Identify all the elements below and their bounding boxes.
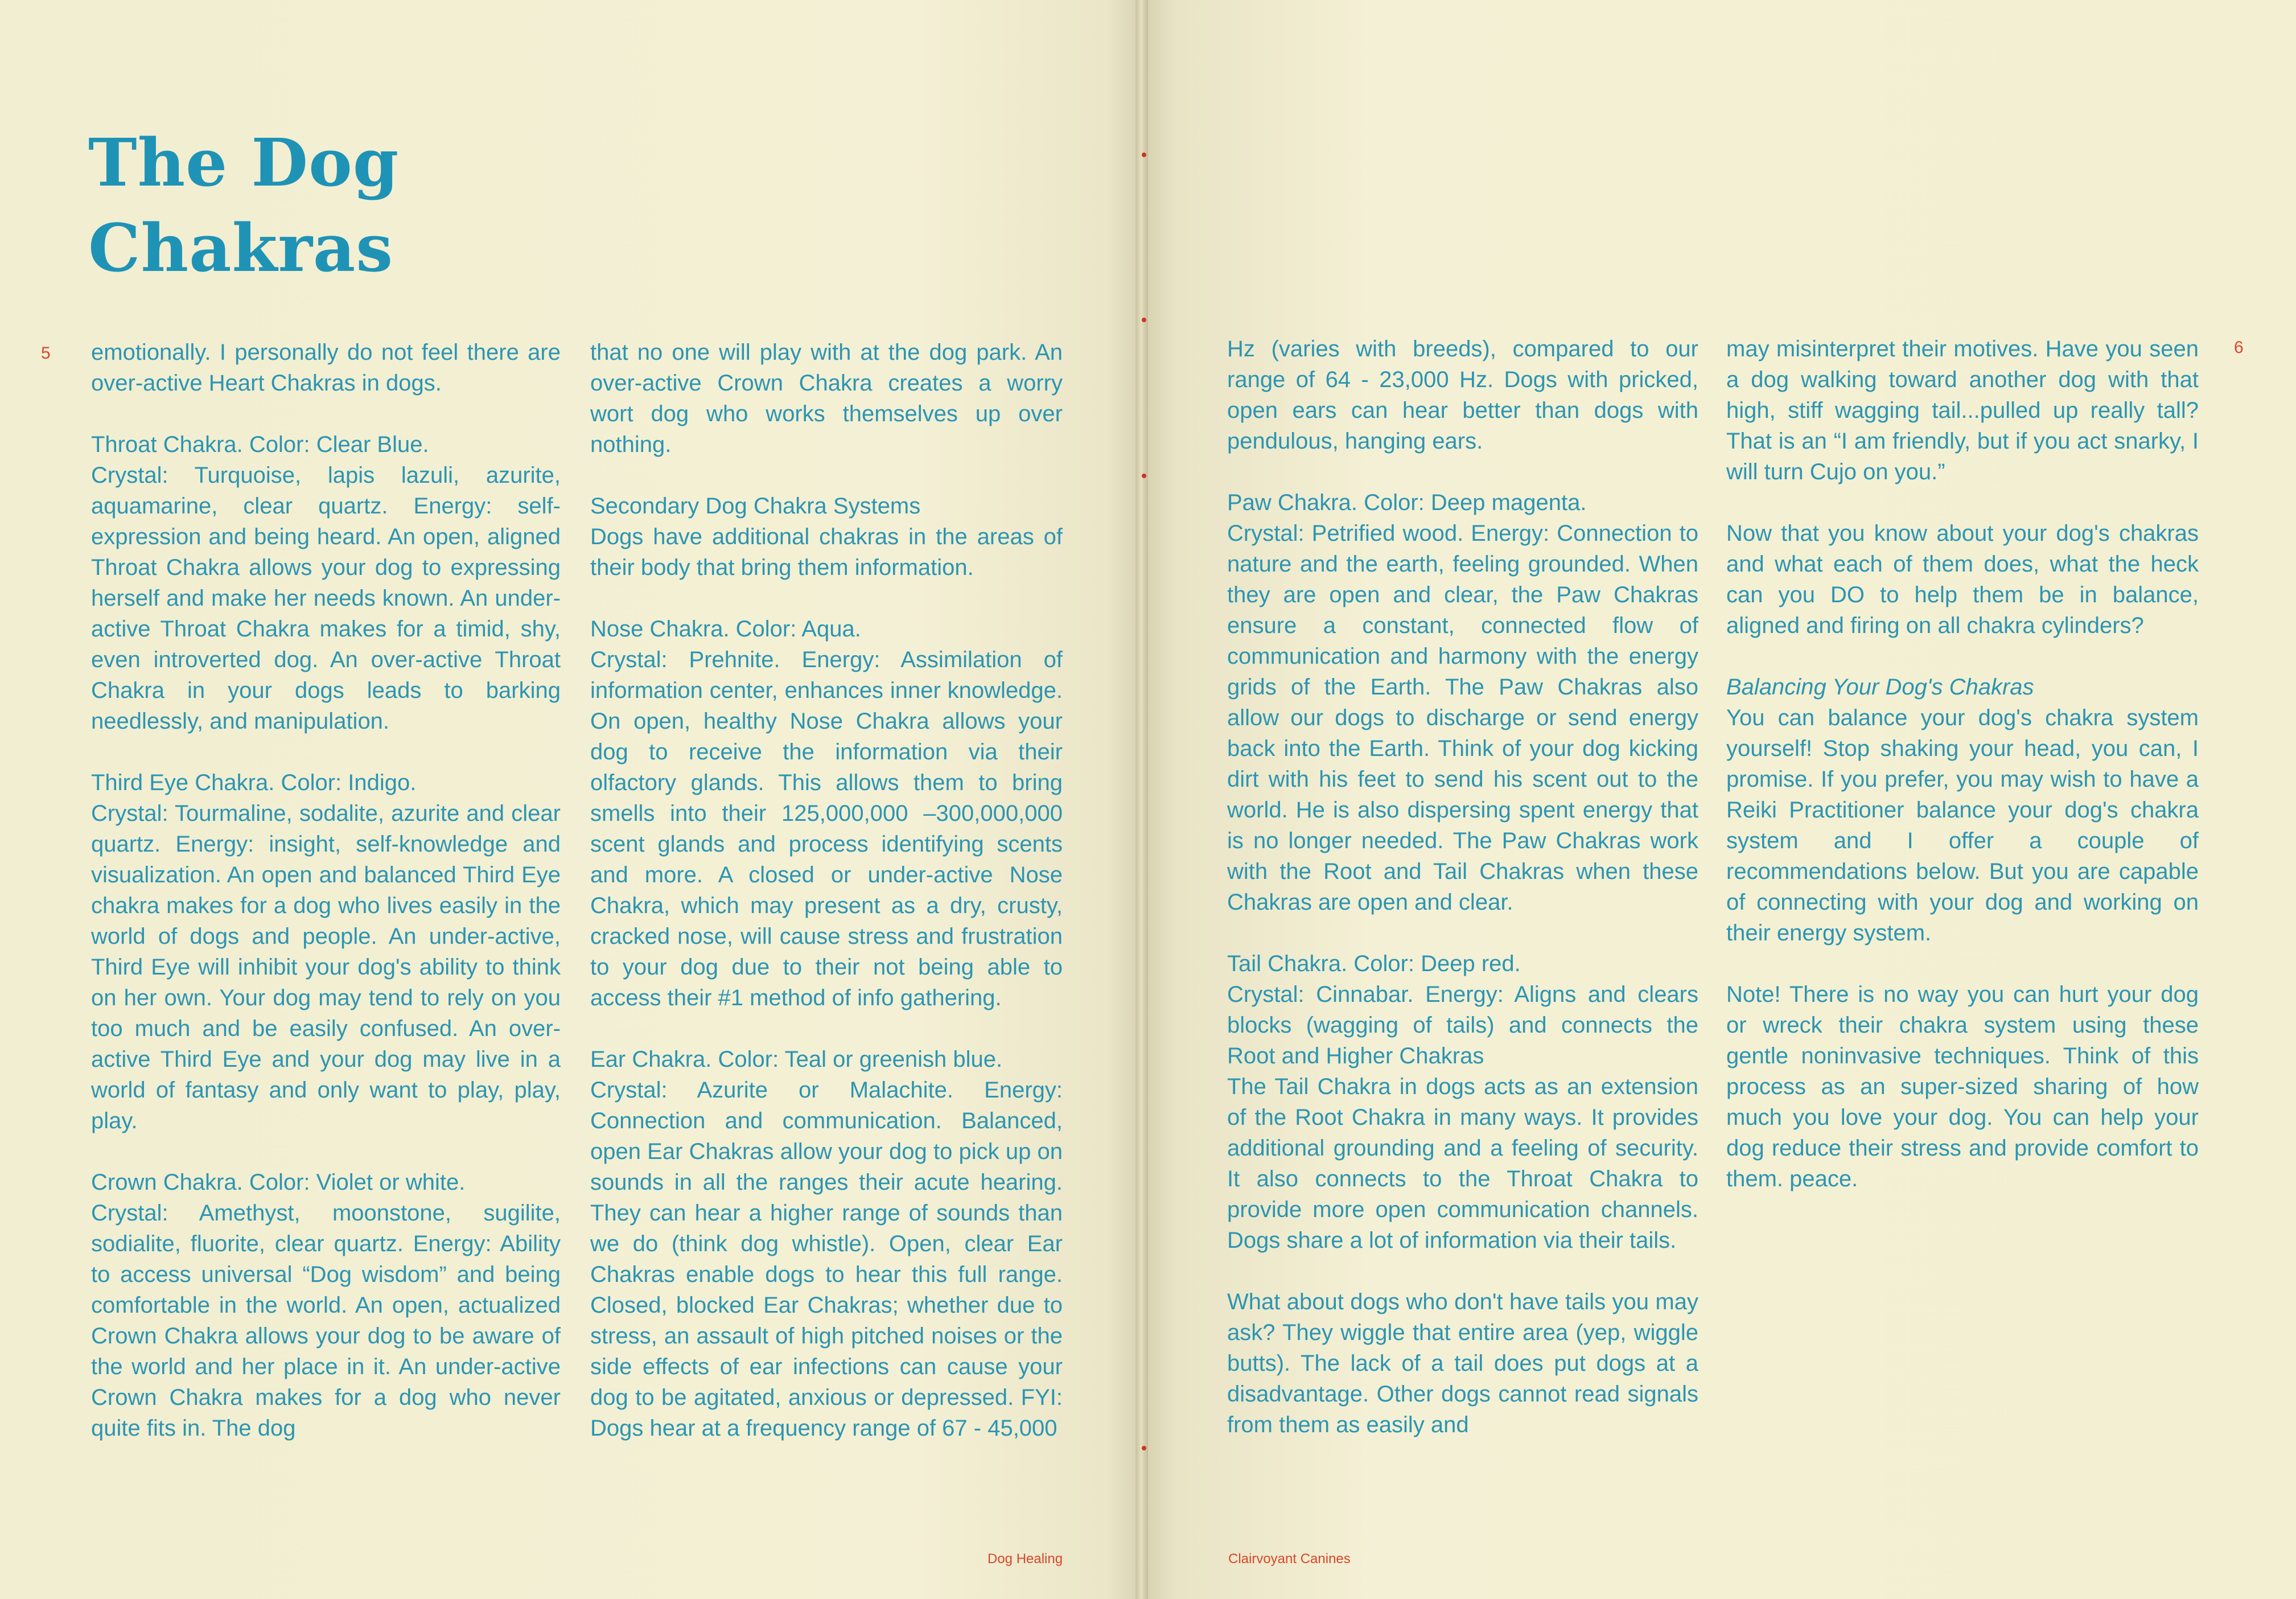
ear-chakra-section — [590, 1044, 1063, 1444]
section-heading: Crown Chakra. Color: Violet or white. — [91, 1170, 466, 1195]
footer-left: Dog Healing — [987, 1551, 1063, 1567]
gutter-mark — [1142, 474, 1146, 478]
third-eye-chakra-section — [91, 767, 561, 1136]
tail-chakra-section — [1227, 948, 1698, 1256]
column-4 — [1726, 334, 2199, 1194]
section-body: Crystal: Turquoise, lapis lazuli, azurite, aquamarine, clear quartz. Energy: self-expression and being heard. An open, aligned Throat Chakra allows your dog to expressing herself and make her needs known. An under-active Throat Chakra makes for a timid, shy, even introverted dog. An over-active Throat Chakra in your dogs leads to barking needlessly, and manipulation. — [91, 463, 561, 734]
title-line-2: Chakras — [88, 210, 394, 287]
section-heading: Balancing Your Dog's Chakras — [1726, 675, 2034, 700]
gutter-mark — [1142, 153, 1146, 157]
page-number-right: 6 — [2234, 338, 2244, 357]
column-1 — [91, 337, 561, 1444]
book-gutter — [1135, 0, 1148, 1599]
section-heading: Throat Chakra. Color: Clear Blue. — [91, 432, 429, 457]
column-3 — [1227, 334, 1698, 1440]
secondary-chakras-section — [590, 491, 1063, 583]
footer-right: Clairvoyant Canines — [1228, 1551, 1351, 1567]
paragraph: Hz (varies with breeds), compared to our range of 64 - 23,000 Hz. Dogs with pricked, open ears can hear better than dogs with pendulous, hanging ears. — [1227, 336, 1698, 454]
section-heading: Third Eye Chakra. Color: Indigo. — [91, 770, 417, 795]
paragraph: What about dogs who don't have tails you may ask? They wiggle that entire area (yep, wiggle butts). The lack of a tail does put dogs at a disadvantage. Other dogs cannot read signals from them as easily and — [1227, 1289, 1698, 1437]
gutter-mark — [1142, 1446, 1146, 1450]
section-heading: Ear Chakra. Color: Teal or greenish blue. — [590, 1047, 1003, 1072]
nose-chakra-section — [590, 614, 1063, 1013]
section-body: The Tail Chakra in dogs acts as an extension of the Root Chakra in many ways. It provides additional grounding and a feeling of security. It also connects to the Throat Chakra to provide more open communication channels. Dogs share a lot of information via their tails. — [1227, 1074, 1698, 1253]
paw-chakra-section — [1227, 487, 1698, 918]
paragraph: may misinterpret their motives. Have you seen a dog walking toward another dog with that high, stiff wagging tail...pulled up really tall? That is an “I am friendly, but if you act snarky, I will turn Cujo on you.” — [1726, 336, 2199, 484]
page-number-left: 5 — [41, 344, 51, 363]
paragraph: Note! There is no way you can hurt your dog or wreck their chakra system using these gentle noninvasive techniques. Think of this process as an super-sized sharing of how much you love your dog. You can help your dog reduce their stress and provide comfort to them. peace. — [1726, 982, 2199, 1191]
section-body: Crystal: Petrified wood. Energy: Connection to nature and the earth, feeling grounded. When they are open and clear, the Paw Chakras ensure a constant, connected flow of communication and harmony with the energy grids of the Earth. The Paw Chakras also allow our dogs to discharge or send energy back into the Earth. Think of your dog kicking dirt with his feet to send his scent out to the world. He is also dispersing spent energy that is no longer needed. The Paw Chakras work with the Root and Tail Chakras when these Chakras are open and clear. — [1227, 521, 1698, 915]
section-body: Crystal: Prehnite. Energy: Assimilation of information center, enhances inner knowledge. On open, healthy Nose Chakra allows your dog to receive the information via their olfactory glands. This allows them to bring smells into their 125,000,000 –300,000,000 scent glands and process identifying scents and more. A closed or under-active Nose Chakra, which may present as a dry, crusty, cracked nose, will cause stress and frustration to your dog due to their not being able to access their #1 method of info gathering. — [590, 647, 1063, 1010]
page-title — [88, 121, 399, 291]
title-line-1: The Dog — [88, 125, 400, 202]
section-body: Crystal: Amethyst, moonstone, sugilite, sodialite, fluorite, clear quartz. Energy: Ability to access universal “Dog wisdom” and being comfortable in the world. An open, actualized Crown Chakra allows your dog to be aware of the world and her place in it. An under-active Crown Chakra makes for a dog who never quite fits in. The dog — [91, 1201, 561, 1441]
section-heading: Secondary Dog Chakra Systems — [590, 494, 921, 519]
paragraph: that no one will play with at the dog park. An over-active Crown Chakra creates a worry wort dog who works themselves up over nothing. — [590, 340, 1063, 457]
section-heading: Paw Chakra. Color: Deep magenta. — [1227, 490, 1587, 515]
paragraph: Now that you know about your dog's chakras and what each of them does, what the heck can you DO to help them be in balance, aligned and firing on all chakra cylinders? — [1726, 521, 2199, 638]
column-2 — [590, 337, 1063, 1444]
section-body: Crystal: Azurite or Malachite. Energy: Connection and communication. Balanced, open Ear Chakras allow your dog to pick up on sounds in all the ranges their acute hearing. They can hear a higher range of sounds than we do (think dog whistle). Open, clear Ear Chakras enable dogs to hear this full range. Closed, blocked Ear Chakras; whether due to stress, an assault of high pitched noises or the side effects of ear infections can cause your dog to be agitated, anxious or depressed. FYI: Dogs hear at a frequency range of 67 - 45,000 — [590, 1078, 1063, 1441]
section-heading: Nose Chakra. Color: Aqua. — [590, 616, 861, 642]
paragraph: emotionally. I personally do not feel there are over-active Heart Chakras in dogs. — [91, 340, 561, 396]
section-body: Crystal: Tourmaline, sodalite, azurite and clear quartz. Energy: insight, self-knowledge and visualization. An open and balanced Third Eye chakra makes for a dog who lives easily in the world of dogs and people. An under-active, Third Eye will inhibit your dog's ability to think on her own. Your dog may tend to rely on you too much and be easily confused. An over-active Third Eye and your dog may live in a world of fantasy and only want to play, play, play. — [91, 801, 561, 1133]
section-body: Dogs have additional chakras in the areas of their body that bring them information. — [590, 524, 1063, 580]
throat-chakra-section — [91, 429, 561, 737]
section-heading: Tail Chakra. Color: Deep red. — [1227, 951, 1521, 976]
crown-chakra-section — [91, 1167, 561, 1444]
gutter-mark — [1142, 318, 1146, 322]
section-body: Crystal: Cinnabar. Energy: Aligns and clears blocks (wagging of tails) and connects the Root and Higher Chakras — [1227, 982, 1698, 1068]
balancing-section — [1726, 672, 2199, 948]
section-body: You can balance your dog's chakra system yourself! Stop shaking your head, you can, I promise. If you prefer, you may wish to have a Reiki Practitioner balance your dog's chakra system and I offer a couple of recommendations below. But you are capable of connecting with your dog and working on their energy system. — [1726, 705, 2199, 946]
